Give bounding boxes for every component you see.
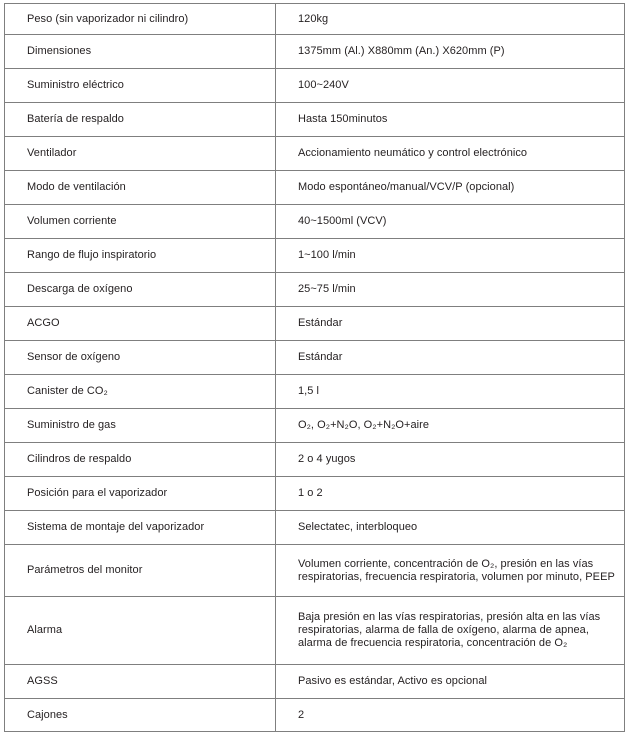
- spec-value: Selectatec, interbloqueo: [276, 511, 625, 545]
- table-row: [5, 375, 625, 409]
- table-row: [5, 35, 625, 69]
- table-row: [5, 103, 625, 137]
- spec-value: Estándar: [276, 341, 625, 375]
- table-row: [5, 477, 625, 511]
- spec-value: O₂, O₂+N₂O, O₂+N₂O+aire: [276, 409, 625, 443]
- table-row: [5, 171, 625, 205]
- spec-label: Cilindros de respaldo: [5, 443, 276, 477]
- spec-label: Modo de ventilación: [5, 171, 276, 205]
- spec-label: Sistema de montaje del vaporizador: [5, 511, 276, 545]
- spec-value: 2 o 4 yugos: [276, 443, 625, 477]
- spec-value: 25~75 l/min: [276, 273, 625, 307]
- spec-label: Rango de flujo inspiratorio: [5, 239, 276, 273]
- spec-label: Parámetros del monitor: [5, 545, 276, 597]
- table-row: [5, 699, 625, 732]
- table-row: [5, 4, 625, 35]
- spec-label: Suministro eléctrico: [5, 69, 276, 103]
- spec-label: Cajones: [5, 699, 276, 732]
- spec-value: Estándar: [276, 307, 625, 341]
- table-row: [5, 511, 625, 545]
- spec-label: Canister de CO₂: [5, 375, 276, 409]
- spec-value: Accionamiento neumático y control electrónico: [276, 137, 625, 171]
- spec-label: Sensor de oxígeno: [5, 341, 276, 375]
- spec-value: 120kg: [276, 4, 625, 35]
- spec-value: 40~1500ml (VCV): [276, 205, 625, 239]
- spec-label: ACGO: [5, 307, 276, 341]
- spec-value: 1~100 l/min: [276, 239, 625, 273]
- spec-value: Volumen corriente, concentración de O₂, presión en las vías respiratorias, frecuencia respiratoria, volumen por minuto, PEEP: [276, 545, 625, 597]
- spec-label: AGSS: [5, 665, 276, 699]
- spec-label: Volumen corriente: [5, 205, 276, 239]
- spec-label: Ventilador: [5, 137, 276, 171]
- spec-value: Modo espontáneo/manual/VCV/P (opcional): [276, 171, 625, 205]
- spec-value: Baja presión en las vías respiratorias, presión alta en las vías respiratorias, alarma de falla de oxígeno, alarma de apnea, alarma de frecuencia respiratoria, concentración de O₂: [276, 597, 625, 665]
- spec-label: Dimensiones: [5, 35, 276, 69]
- table-row: [5, 273, 625, 307]
- spec-value: 2: [276, 699, 625, 732]
- spec-label: Batería de respaldo: [5, 103, 276, 137]
- table-row: [5, 597, 625, 665]
- spec-value: 1375mm (Al.) X880mm (An.) X620mm (P): [276, 35, 625, 69]
- table-row: [5, 341, 625, 375]
- table-row: [5, 665, 625, 699]
- table-row: [5, 307, 625, 341]
- spec-label: Descarga de oxígeno: [5, 273, 276, 307]
- spec-value: Hasta 150minutos: [276, 103, 625, 137]
- specifications-table: [4, 3, 625, 732]
- spec-label: Suministro de gas: [5, 409, 276, 443]
- table-row: [5, 443, 625, 477]
- table-row: [5, 409, 625, 443]
- table-row: [5, 69, 625, 103]
- spec-value: 1 o 2: [276, 477, 625, 511]
- spec-value: 100~240V: [276, 69, 625, 103]
- spec-label: Alarma: [5, 597, 276, 665]
- table-row: [5, 205, 625, 239]
- spec-label: Posición para el vaporizador: [5, 477, 276, 511]
- spec-value: Pasivo es estándar, Activo es opcional: [276, 665, 625, 699]
- spec-value: 1,5 l: [276, 375, 625, 409]
- table-row: [5, 545, 625, 597]
- spec-label: Peso (sin vaporizador ni cilindro): [5, 4, 276, 35]
- table-row: [5, 239, 625, 273]
- table-row: [5, 137, 625, 171]
